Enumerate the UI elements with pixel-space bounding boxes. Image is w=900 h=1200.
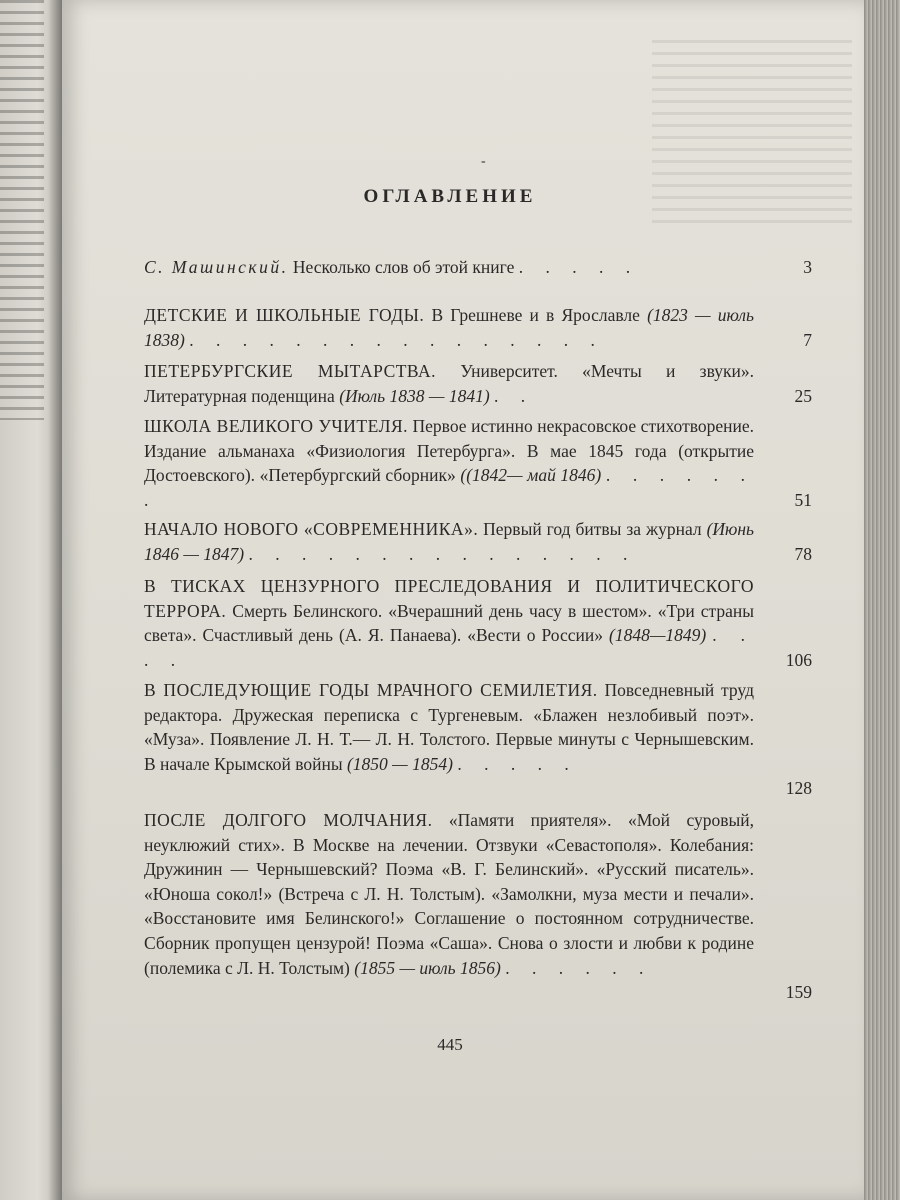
left-page-edge bbox=[0, 0, 62, 1200]
book-page bbox=[62, 0, 864, 1200]
toc-entry-heading: ПЕТЕРБУРГСКИЕ МЫТАРСТВА. bbox=[144, 361, 437, 381]
toc-entry-heading: ПОСЛЕ ДОЛГОГО МОЛЧАНИЯ. bbox=[144, 810, 433, 830]
dot-leader: . . . . . bbox=[518, 257, 640, 277]
toc-entry-page: 78 bbox=[794, 543, 812, 564]
toc-entry-text: Первое истинно некрасовское стихотворение. Издание альманаха «Физиология Петербурга». В мае 1845 года (открытие Достоевского). «Петербургский сборник» bbox=[144, 416, 754, 486]
toc-entry bbox=[144, 359, 812, 408]
toc-entry-page: 25 bbox=[794, 385, 812, 406]
toc-entry-page: 51 bbox=[794, 489, 812, 510]
toc-entry-dates: ((1842— май 1846) bbox=[460, 465, 602, 486]
toc-entry bbox=[144, 255, 812, 280]
toc-entry-dates: (1850 — 1854) bbox=[346, 753, 453, 774]
toc-entry bbox=[144, 303, 812, 352]
toc-entry-heading: ШКОЛА ВЕЛИКОГО УЧИТЕЛЯ. bbox=[144, 416, 408, 436]
toc-entry-text: «Памяти приятеля». «Мой суровый, неуклюжий стих». В Москве на лечении. Отзвуки «Севастополя». Колебания: Дружинин — Чернышевский? Поэма «В. Г. Белинский». «Русский писатель». «Юноша сокол!» (Встреча с Л. Н. Толстым). «Замолкни, муза мести и печали». «Восстановите имя Белинского!» Соглашение о постоянном сотрудничестве. Сборник пропущен цензурой! Поэма «Саша». Снова о злости и любви к родине (полемика с Л. Н. Толстым) bbox=[144, 810, 754, 978]
toc-entry bbox=[144, 678, 812, 799]
toc-entry-heading: В ТИСКАХ ЦЕНЗУРНОГО ПРЕСЛЕДОВАНИЯ И ПОЛИТИЧЕСКОГО ТЕРРОРА. bbox=[144, 576, 754, 621]
toc-entry-page: 159 bbox=[785, 982, 812, 1003]
page-title: ОГЛАВЛЕНИЕ bbox=[363, 186, 537, 207]
toc-entry-text: Университет. «Мечты и звуки». Литературная поденщина bbox=[144, 361, 754, 406]
dot-leader: . . . . bbox=[144, 625, 755, 670]
toc-entry-page: 7 bbox=[803, 329, 812, 350]
toc-entry-dates: (1848—1849) bbox=[609, 625, 707, 646]
toc-entry-text: Первый год битвы за журнал bbox=[483, 519, 702, 539]
toc-entry-author: С. Машинский. bbox=[144, 257, 289, 277]
dot-leader: . . . . . . . bbox=[144, 465, 755, 510]
toc-entry-heading: НАЧАЛО НОВОГО «СОВРЕМЕННИКА». bbox=[144, 519, 479, 539]
toc-entry-text: В Грешневе и в Ярославле bbox=[431, 305, 640, 325]
left-page-text-fragment bbox=[0, 0, 44, 420]
page-number: 445 bbox=[437, 1035, 463, 1054]
toc-entry bbox=[144, 808, 812, 1003]
page-mark: - bbox=[481, 154, 486, 169]
spine-shadow bbox=[48, 0, 62, 1200]
toc-entry-text: Повседневный труд редактора. Дружеская переписка с Тургеневым. «Блажен незлобивый поэт». «Муза». Появление Л. Н. Т.— Л. Н. Толстого. Первые минуты с Чернышевским. В начале Крымской войны bbox=[144, 680, 754, 774]
dot-leader: . . . . . bbox=[457, 753, 578, 774]
toc-entry-dates: (Июль 1838 — 1841) bbox=[339, 385, 490, 406]
dot-leader: . . . . . . bbox=[505, 957, 653, 978]
toc-entry-page: 106 bbox=[785, 649, 812, 670]
right-page-edges bbox=[864, 0, 900, 1200]
toc-entry bbox=[144, 574, 812, 672]
toc-entry-heading: В ПОСЛЕДУЮЩИЕ ГОДЫ МРАЧНОГО СЕМИЛЕТИЯ. bbox=[144, 680, 598, 700]
toc-entry-dates: (1855 — июль 1856) bbox=[354, 957, 501, 978]
dot-leader: . . . . . . . . . . . . . . . . bbox=[189, 329, 604, 350]
toc-entry-dates: (1823 — июль 1838) bbox=[144, 305, 755, 350]
toc-entry-heading: ДЕТСКИЕ И ШКОЛЬНЫЕ ГОДЫ. bbox=[144, 305, 425, 325]
toc-entry-text: Смерть Белинского. «Вчерашний день часу в шестом». «Три страны света». Счастливый день (А. Я. Панаева). «Вести о России» bbox=[144, 600, 755, 646]
dot-leader: . . . . . . . . . . . . . . . bbox=[248, 543, 637, 564]
dot-leader: . . bbox=[494, 385, 535, 406]
toc-entry-text: Несколько слов об этой книге bbox=[292, 257, 515, 277]
toc-entry bbox=[144, 414, 812, 512]
toc-entry-page: 128 bbox=[785, 778, 812, 799]
toc-entry-dates: (Июнь 1846 — 1847) bbox=[144, 519, 755, 564]
toc-entry-page: 3 bbox=[803, 257, 812, 277]
toc-entry bbox=[144, 517, 812, 566]
